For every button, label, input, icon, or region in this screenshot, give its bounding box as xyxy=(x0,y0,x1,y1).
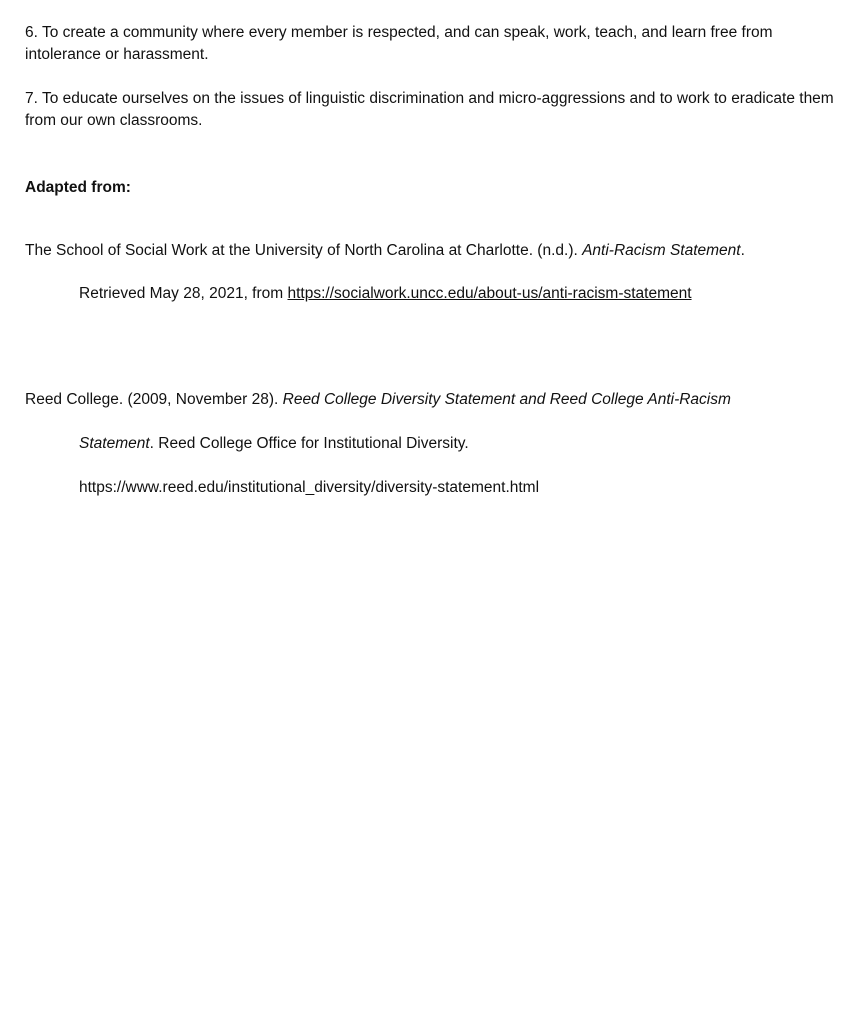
reference-2-line-1 xyxy=(25,389,731,411)
reference-2-url: https://www.reed.edu/institutional_diversity/diversity-statement.html xyxy=(79,479,540,496)
list-item-6: 6. To create a community where every member is respected, and can speak, work, teach, and learn free from intolerance or harassment. xyxy=(25,24,773,63)
reference-1-title: Anti-Racism Statement xyxy=(582,242,741,259)
reference-2-title-part-1: Reed College Diversity Statement and Reed College Anti-Racism xyxy=(282,391,731,408)
reference-2-author-date: Reed College. (2009, November 28). xyxy=(25,391,283,408)
list-item-7: 7. To educate ourselves on the issues of linguistic discrimination and micro-aggressions and to work to eradicate them from our own classrooms. xyxy=(25,90,834,129)
reference-2-title-part-2: Statement xyxy=(79,435,150,452)
reference-2-line-2 xyxy=(79,433,469,455)
adapted-from-heading: Adapted from: xyxy=(25,179,131,196)
reference-1-link[interactable]: https://socialwork.uncc.edu/about-us/anti-racism-statement xyxy=(287,285,692,302)
reference-2-publisher: . Reed College Office for Institutional Diversity. xyxy=(149,435,469,452)
reference-1-retrieved: Retrieved May 28, 2021, from xyxy=(79,285,288,302)
reference-1-line-2 xyxy=(79,283,692,305)
reference-1-line-1 xyxy=(25,240,745,262)
reference-1-author-date: The School of Social Work at the University of North Carolina at Charlotte. (n.d.). xyxy=(25,242,583,259)
reference-1-title-period: . xyxy=(740,242,745,259)
